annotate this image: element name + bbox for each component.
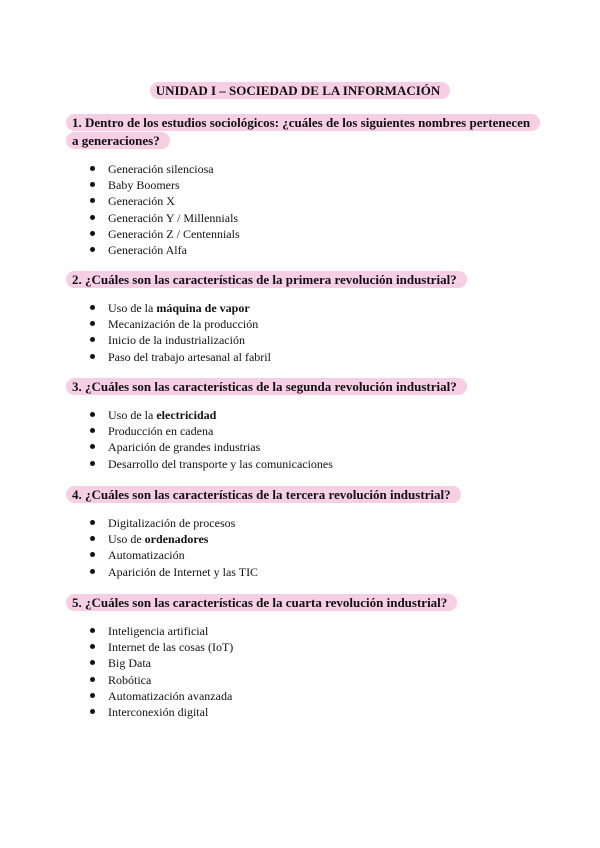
bullet-icon — [90, 628, 95, 633]
question-2 — [66, 271, 536, 289]
answer-list-5 — [90, 623, 233, 720]
list-item: Big Data — [90, 655, 233, 671]
bullet-icon — [90, 231, 95, 236]
answer-list-2 — [90, 300, 271, 365]
list-item: Paso del trabajo artesanal al fabril — [90, 349, 271, 365]
bullet-icon — [90, 536, 95, 541]
list-item: Generación Z / Centennials — [90, 226, 240, 242]
question-4-text: 4. ¿Cuáles son las características de la tercera revolución industrial? — [66, 486, 461, 503]
bullet-icon — [90, 428, 95, 433]
list-item: Generación X — [90, 193, 240, 209]
list-item: Robótica — [90, 672, 233, 688]
question-5 — [66, 594, 536, 612]
list-item: Interconexión digital — [90, 704, 233, 720]
question-1 — [66, 114, 536, 150]
bullet-icon — [90, 321, 95, 326]
page-title — [0, 82, 600, 100]
question-5-text: 5. ¿Cuáles son las características de la cuarta revolución industrial? — [66, 594, 457, 611]
answer-list-4 — [90, 515, 258, 580]
bullet-icon — [90, 569, 95, 574]
list-item: Desarrollo del transporte y las comunicaciones — [90, 456, 333, 472]
bullet-icon — [90, 444, 95, 449]
list-item: Generación Alfa — [90, 242, 240, 258]
list-item: Uso de la electricidad — [90, 407, 333, 423]
bullet-icon — [90, 461, 95, 466]
list-item: Generación silenciosa — [90, 161, 240, 177]
list-item: Producción en cadena — [90, 423, 333, 439]
list-item: Digitalización de procesos — [90, 515, 258, 531]
bullet-icon — [90, 660, 95, 665]
bullet-icon — [90, 520, 95, 525]
question-1-text: 1. Dentro de los estudios sociológicos: ¿cuáles de los siguientes nombres pertenecen a generaciones? — [66, 114, 540, 149]
bullet-icon — [90, 305, 95, 310]
bullet-icon — [90, 709, 95, 714]
question-3-text: 3. ¿Cuáles son las características de la segunda revolución industrial? — [66, 378, 467, 395]
bullet-icon — [90, 215, 95, 220]
question-4 — [66, 486, 536, 504]
list-item: Aparición de grandes industrias — [90, 439, 333, 455]
bullet-icon — [90, 198, 95, 203]
list-item: Automatización avanzada — [90, 688, 233, 704]
answer-list-1 — [90, 161, 240, 258]
list-item: Inicio de la industrialización — [90, 332, 271, 348]
bullet-icon — [90, 412, 95, 417]
list-item: Uso de ordenadores — [90, 531, 258, 547]
list-item: Uso de la máquina de vapor — [90, 300, 271, 316]
answer-list-3 — [90, 407, 333, 472]
bullet-icon — [90, 182, 95, 187]
list-item: Inteligencia artificial — [90, 623, 233, 639]
page-title-text: UNIDAD I – SOCIEDAD DE LA INFORMACIÓN — [150, 82, 451, 99]
bullet-icon — [90, 677, 95, 682]
question-3 — [66, 378, 536, 396]
bullet-icon — [90, 644, 95, 649]
list-item: Baby Boomers — [90, 177, 240, 193]
list-item: Internet de las cosas (IoT) — [90, 639, 233, 655]
list-item: Aparición de Internet y las TIC — [90, 564, 258, 580]
question-2-text: 2. ¿Cuáles son las características de la primera revolución industrial? — [66, 271, 467, 288]
list-item: Mecanización de la producción — [90, 316, 271, 332]
bullet-icon — [90, 337, 95, 342]
bullet-icon — [90, 693, 95, 698]
bullet-icon — [90, 166, 95, 171]
list-item: Automatización — [90, 547, 258, 563]
list-item: Generación Y / Millennials — [90, 210, 240, 226]
bullet-icon — [90, 552, 95, 557]
bullet-icon — [90, 354, 95, 359]
bullet-icon — [90, 247, 95, 252]
